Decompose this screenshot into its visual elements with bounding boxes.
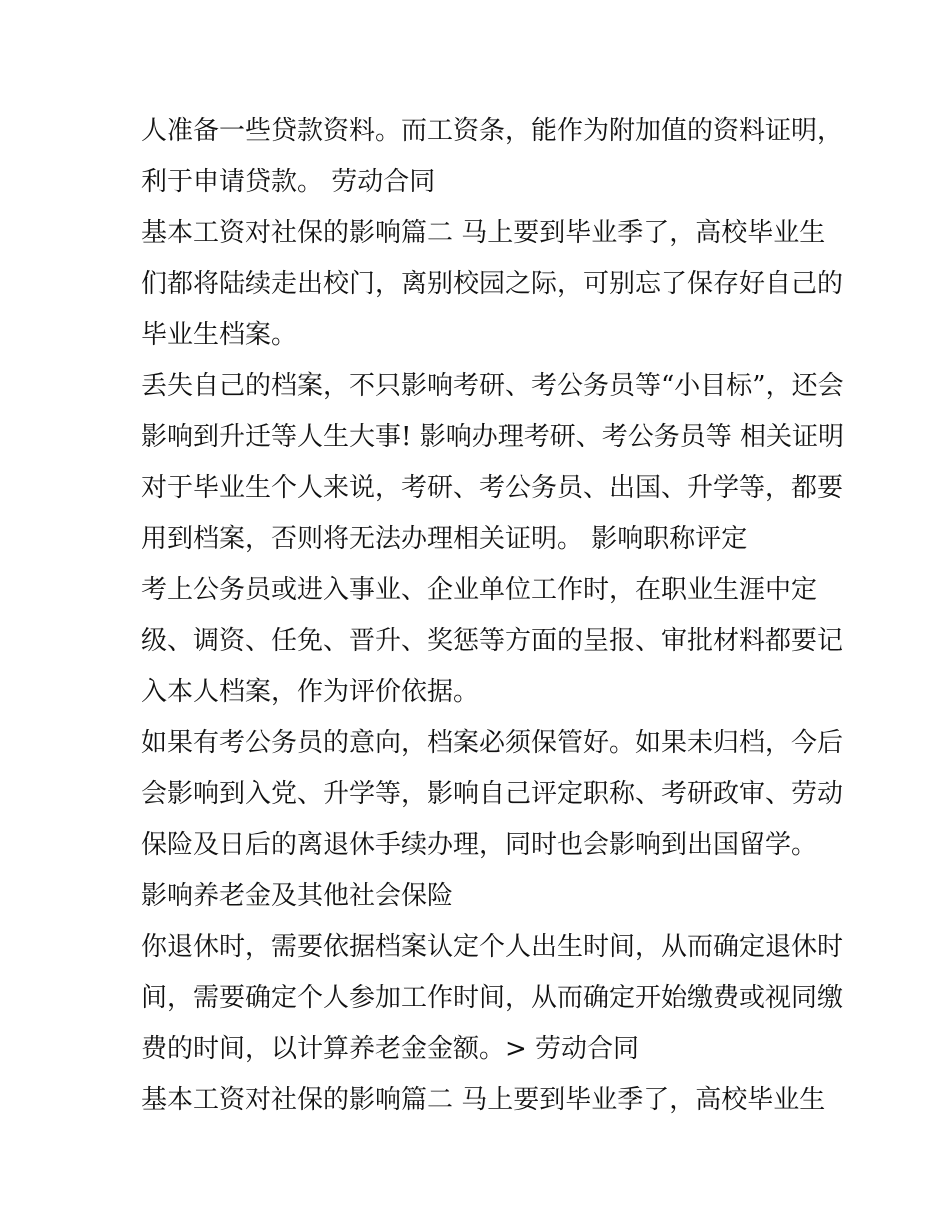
text-line: 考上公务员或进入事业、企业单位工作时，在职业生涯中定 [141,575,818,605]
text-line: 间，需要确定个人参加工作时间，从而确定开始缴费或视同缴 [141,983,844,1013]
text-line: 级、调资、任免、晋升、奖惩等方面的呈报、审批材料都要记 [141,626,844,656]
text-line: 人准备一些贷款资料。而工资条，能作为附加值的资料证明， [141,116,844,146]
text-line: 费的时间，以计算养老金金额。> 劳动合同 [141,1034,640,1064]
text-line: 用到档案，否则将无法办理相关证明。 影响职称评定 [141,524,748,554]
text-line: 基本工资对社保的影响篇二 马上要到毕业季了，高校毕业生 [141,218,826,248]
text-line: 保险及日后的离退休手续办理，同时也会影响到出国留学。 [141,830,818,860]
text-line: 毕业生档案。 [141,320,298,350]
text-line: 丢失自己的档案，不只影响考研、考公务员等“小目标”，还会 [141,371,844,401]
text-line: 基本工资对社保的影响篇二 马上要到毕业季了，高校毕业生 [141,1085,826,1115]
text-line: 影响养老金及其他社会保险 [141,881,454,911]
text-line: 你退休时，需要依据档案认定个人出生时间，从而确定退休时 [141,932,844,962]
text-line: 利于申请贷款。 劳动合同 [141,167,436,197]
text-line: 们都将陆续走出校门，离别校园之际，可别忘了保存好自己的 [141,269,844,299]
text-line: 影响到升迁等人生大事! 影响办理考研、考公务员等 相关证明 [141,422,844,452]
text-line: 如果有考公务员的意向，档案必须保管好。如果未归档，今后 [141,728,844,758]
body-text [141,106,844,1126]
text-line: 对于毕业生个人来说，考研、考公务员、出国、升学等，都要 [141,473,844,503]
text-line: 会影响到入党、升学等，影响自己评定职称、考研政审、劳动 [141,779,844,809]
text-line: 入本人档案，作为评价依据。 [141,677,480,707]
